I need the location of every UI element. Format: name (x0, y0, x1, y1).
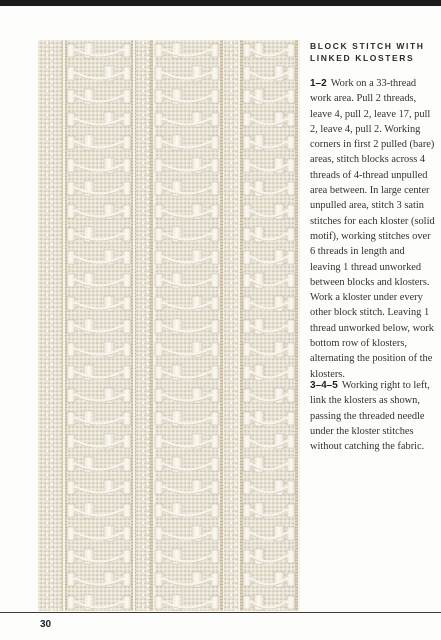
instruction-paragraph (310, 378, 436, 454)
embroidery-sample-photo (38, 40, 300, 611)
section-heading: BLOCK STITCH WITH LINKED KLOSTERS (310, 41, 425, 63)
instruction-text: Work on a 33-thread work area. Pull 2 threads, leave 4, pull 2, leave 17, pull 2, leave 4, pull 2. Working corners in first 2 pulled (bare) areas, stitch blocks across 4 threads of 4-thread unpulled area between. In large center unpulled area, stitch 3 satin stitches for each kloster (solid motif), working stitches over 6 threads in length and leaving 1 thread unworked between blocks and klosters. Work a kloster under every other block stitch. Leaving 1 thread unworked below, work bottom row of klosters, alternating the position of the klosters. (310, 78, 435, 380)
step-number: 3–4–5 (310, 380, 338, 391)
instruction-paragraph (310, 76, 436, 382)
top-rule (0, 0, 441, 6)
footer-rule (0, 612, 441, 613)
page-number: 30 (40, 619, 52, 630)
step-number: 1–2 (310, 78, 327, 89)
fabric-illustration (38, 40, 300, 611)
instruction-text: Working right to left, link the klosters as shown, passing the threaded needle under the kloster stitches without catching the fabric. (310, 380, 430, 453)
